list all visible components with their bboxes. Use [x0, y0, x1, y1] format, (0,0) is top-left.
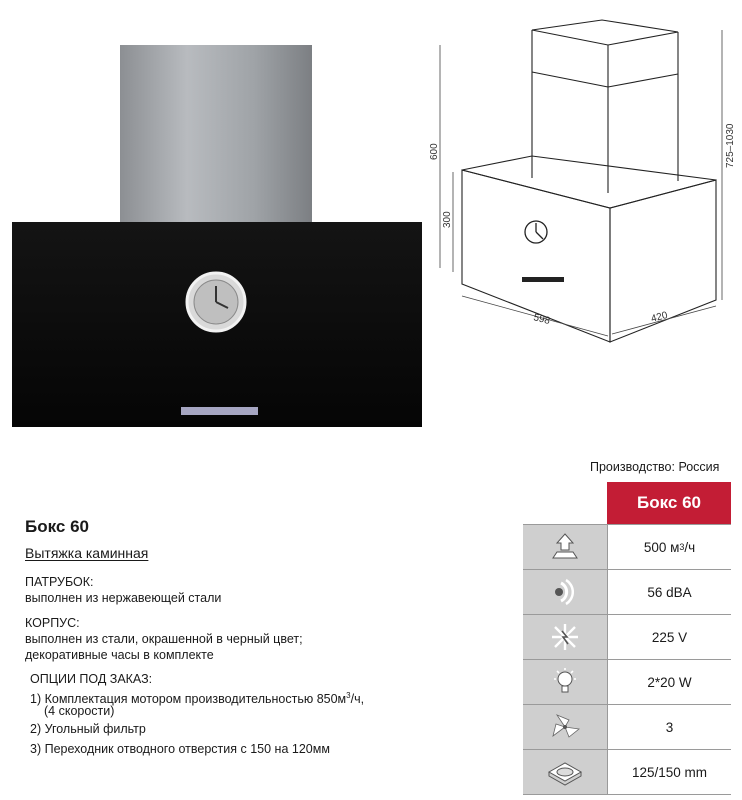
voltage-icon	[547, 622, 583, 652]
lamp-icon	[547, 667, 583, 697]
product-subtitle: Вытяжка каминная	[25, 545, 149, 561]
origin-label: Производство: Россия	[590, 460, 720, 474]
spec-row-noise	[523, 570, 731, 615]
spec-row-airflow: 500 м 3 /ч	[523, 524, 731, 570]
options-heading: ОПЦИИ ПОД ЗАКАЗ:	[30, 672, 153, 686]
spec-model-header: Бокс 60	[607, 482, 731, 524]
spec-row-lamp	[523, 660, 731, 705]
spec-row-voltage	[523, 615, 731, 660]
spec-lamp-value: 2*20 W	[647, 674, 692, 690]
spec-outlet-value: 125/150 mm	[631, 764, 708, 780]
dim-width: 598	[532, 312, 552, 327]
dim-chimney: 600	[429, 143, 440, 160]
dim-total-height: 725–1030	[725, 123, 736, 168]
product-photo	[0, 0, 430, 440]
product-title: Бокс 60	[25, 517, 89, 536]
section-line: выполнен из нержавеющей стали	[25, 591, 222, 605]
section-heading: ПАТРУБОК:	[25, 575, 94, 589]
section-line: выполнен из стали, окрашенной в черный цвет;	[25, 632, 303, 646]
control-panel	[181, 407, 258, 415]
option-item: 1) Комплектация мотором производительностью $850м^3/ч$,	[30, 691, 365, 707]
option-item: 2) Угольный фильтр	[30, 722, 146, 736]
spec-airflow-value: 500 м	[643, 539, 680, 555]
technical-drawing	[420, 0, 742, 350]
option-item: 3) Переходник отводного отверстия с 150 на 120мм	[30, 742, 330, 756]
dim-depth: 420	[649, 309, 669, 325]
chimney-duct	[120, 45, 312, 227]
option-item-continuation: (4 скорости)	[44, 704, 115, 718]
spec-row-outlet	[523, 750, 731, 795]
section-line: декоративные часы в комплекте	[25, 648, 214, 662]
spec-table	[523, 524, 731, 795]
spec-row-fan-speeds	[523, 705, 731, 750]
spec-voltage-value: 225 V	[651, 629, 688, 645]
drawing-clock-icon	[525, 221, 547, 243]
dim-body-height: 300	[442, 211, 453, 228]
airflow-icon	[547, 532, 583, 562]
noise-icon	[547, 577, 583, 607]
decorative-clock-icon	[187, 273, 245, 331]
spec-fan-speeds-value: 3	[665, 719, 674, 735]
outlet-diameter-icon	[545, 757, 585, 787]
fan-speed-icon	[547, 712, 583, 742]
spec-noise-value: 56 dBA	[647, 584, 692, 600]
section-heading: КОРПУС:	[25, 616, 80, 630]
